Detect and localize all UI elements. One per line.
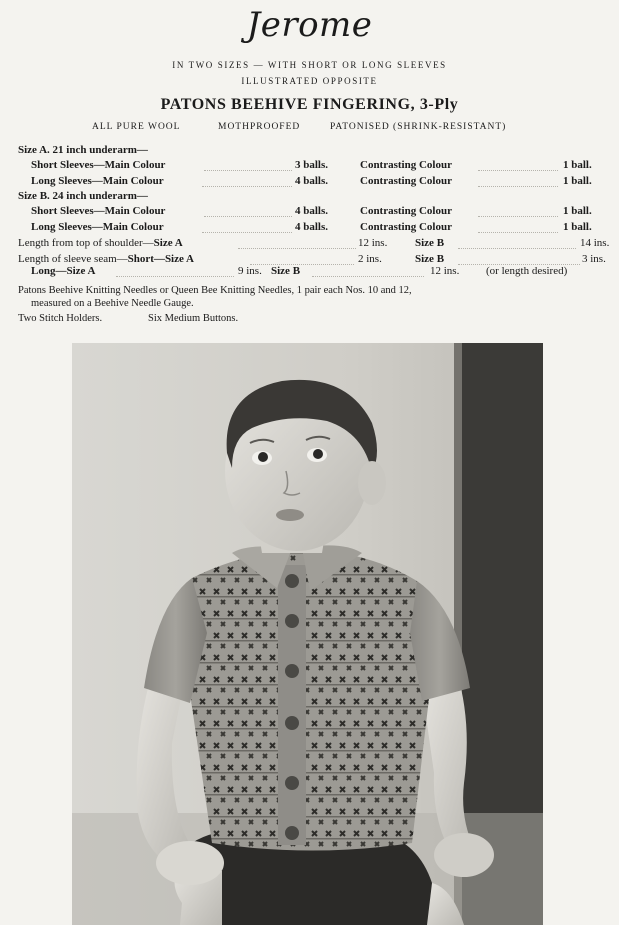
size-a-short-label: Short Sleeves—Main Colour [31, 159, 166, 171]
yarn-feature: PATONISED (SHRINK-RESISTANT) [330, 122, 507, 132]
sleeve-long-label: Long—Size A [31, 265, 96, 277]
needles-line-1: Patons Beehive Knitting Needles or Queen Bee Knitting Needles, 1 pair each Nos. 10 and 12, [18, 285, 412, 296]
dot-leader [458, 248, 576, 249]
size-a-short-main: 3 balls. [295, 159, 329, 171]
button-band [278, 565, 306, 845]
button [285, 614, 299, 628]
size-a-short-contrast-label: Contrasting Colour [360, 159, 452, 171]
right-hand [434, 833, 494, 877]
size-a-long-contrast: 1 ball. [563, 175, 592, 187]
size-b-long-main: 4 balls. [295, 221, 329, 233]
pattern-subtitle: IN TWO SIZES — WITH SHORT OR LONG SLEEVES [172, 60, 447, 70]
sleeve-short-size-a-value: 2 ins. [358, 253, 382, 265]
size-b-short-contrast-label: Contrasting Colour [360, 205, 452, 217]
sleeve-long-size-b-value: 12 ins. [430, 265, 460, 277]
sleeve-long-size-b-label: Size B [271, 265, 301, 277]
size-a-long-contrast-label: Contrasting Colour [360, 175, 452, 187]
dot-leader [204, 170, 292, 171]
size-a-long-label: Long Sleeves—Main Colour [31, 175, 164, 187]
size-b-long-contrast: 1 ball. [563, 221, 592, 233]
mouth [276, 509, 304, 521]
button [285, 716, 299, 730]
dot-leader [478, 186, 558, 187]
left-hand [156, 841, 224, 885]
sleeve-seam-label: Length of sleeve seam—Short—Size A [18, 253, 194, 265]
size-a-long-main: 4 balls. [295, 175, 329, 187]
fair-isle-jumper [187, 548, 432, 851]
size-b-short-main: 4 balls. [295, 205, 329, 217]
dot-leader [202, 232, 292, 233]
eye [258, 452, 268, 462]
shoulder-length-label: Length from top of shoulder—Size A [18, 237, 183, 249]
yarn-heading: PATONS BEEHIVE FINGERING, 3-Ply [160, 96, 459, 113]
eye [313, 449, 323, 459]
illustration-note: ILLUSTRATED OPPOSITE [241, 76, 378, 86]
size-b-heading: Size B. 24 inch underarm— [18, 190, 148, 202]
dot-leader [204, 216, 292, 217]
pattern-title: Jerome [246, 5, 373, 45]
dot-leader [478, 170, 558, 171]
dot-leader [478, 232, 558, 233]
dot-leader [116, 276, 234, 277]
size-b-short-label: Short Sleeves—Main Colour [31, 205, 166, 217]
shoulder-size-a-value: 12 ins. [358, 237, 388, 249]
dot-leader [238, 248, 356, 249]
dot-leader [250, 264, 354, 265]
shoulder-size-b-label: Size B [415, 237, 445, 249]
yarn-feature: MOTHPROOFED [218, 122, 301, 132]
size-b-long-contrast-label: Contrasting Colour [360, 221, 452, 233]
sleeve-short-size-b-value: 3 ins. [582, 253, 606, 265]
size-a-short-contrast: 1 ball. [563, 159, 592, 171]
button [285, 776, 299, 790]
size-b-short-contrast: 1 ball. [563, 205, 592, 217]
yarn-feature: ALL PURE WOOL [92, 122, 181, 132]
dot-leader [312, 276, 424, 277]
sleeve-long-note: (or length desired) [486, 265, 568, 277]
stitch-holders: Two Stitch Holders. [18, 313, 103, 324]
dot-leader [478, 216, 558, 217]
size-a-heading: Size A. 21 inch underarm— [18, 144, 148, 156]
child-photograph [72, 343, 543, 925]
needles-line-2: measured on a Beehive Needle Gauge. [31, 298, 194, 309]
shoulder-size-b-value: 14 ins. [580, 237, 610, 249]
sleeve-long-size-a-value: 9 ins. [238, 265, 262, 277]
size-b-long-label: Long Sleeves—Main Colour [31, 221, 164, 233]
button [285, 574, 299, 588]
button [285, 664, 299, 678]
sleeve-short-size-b-label: Size B [415, 253, 445, 265]
button [285, 826, 299, 840]
buttons-requirement: Six Medium Buttons. [148, 313, 239, 324]
dot-leader [202, 186, 292, 187]
